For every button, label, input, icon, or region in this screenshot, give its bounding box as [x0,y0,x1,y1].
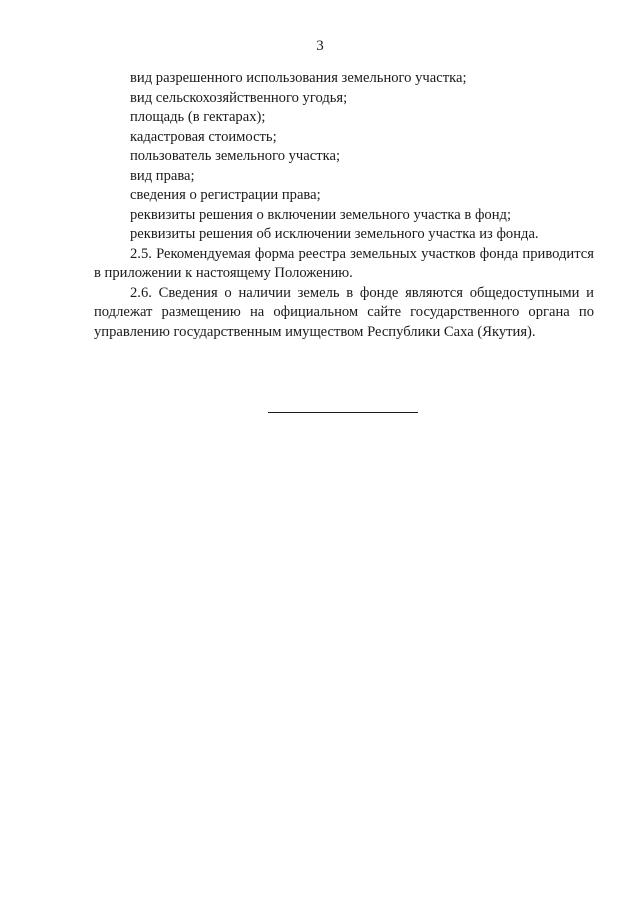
list-item: сведения о регистрации права; [130,187,321,203]
paragraph-2-6: 2.6. Сведения о наличии земель в фонде являются общедоступными и подлежат размещению на официальном сайте государственного органа по управлению государственным имуществом Республики Саха (Якутия). [94,284,594,340]
list-item: реквизиты решения об исключении земельного участка из фонда. [130,226,539,242]
list-item: вид разрешенного использования земельного участка; [130,70,467,86]
list-item: пользователь земельного участка; [130,148,341,164]
document-body [94,69,594,342]
paragraph-2-5: 2.5. Рекомендуемая форма реестра земельных участков фонда приводится в приложении к настоящему Положению. [94,245,594,281]
list-item: реквизиты решения о включении земельного участка в фонд; [130,206,512,223]
list-item: площадь (в гектарах); [130,109,266,125]
list-item: вид сельскохозяйственного угодья; [130,89,348,106]
list-item: вид права; [130,167,195,184]
end-separator-line [268,412,418,413]
page-number: 3 [316,38,324,54]
list-item: кадастровая стоимость; [130,128,277,145]
